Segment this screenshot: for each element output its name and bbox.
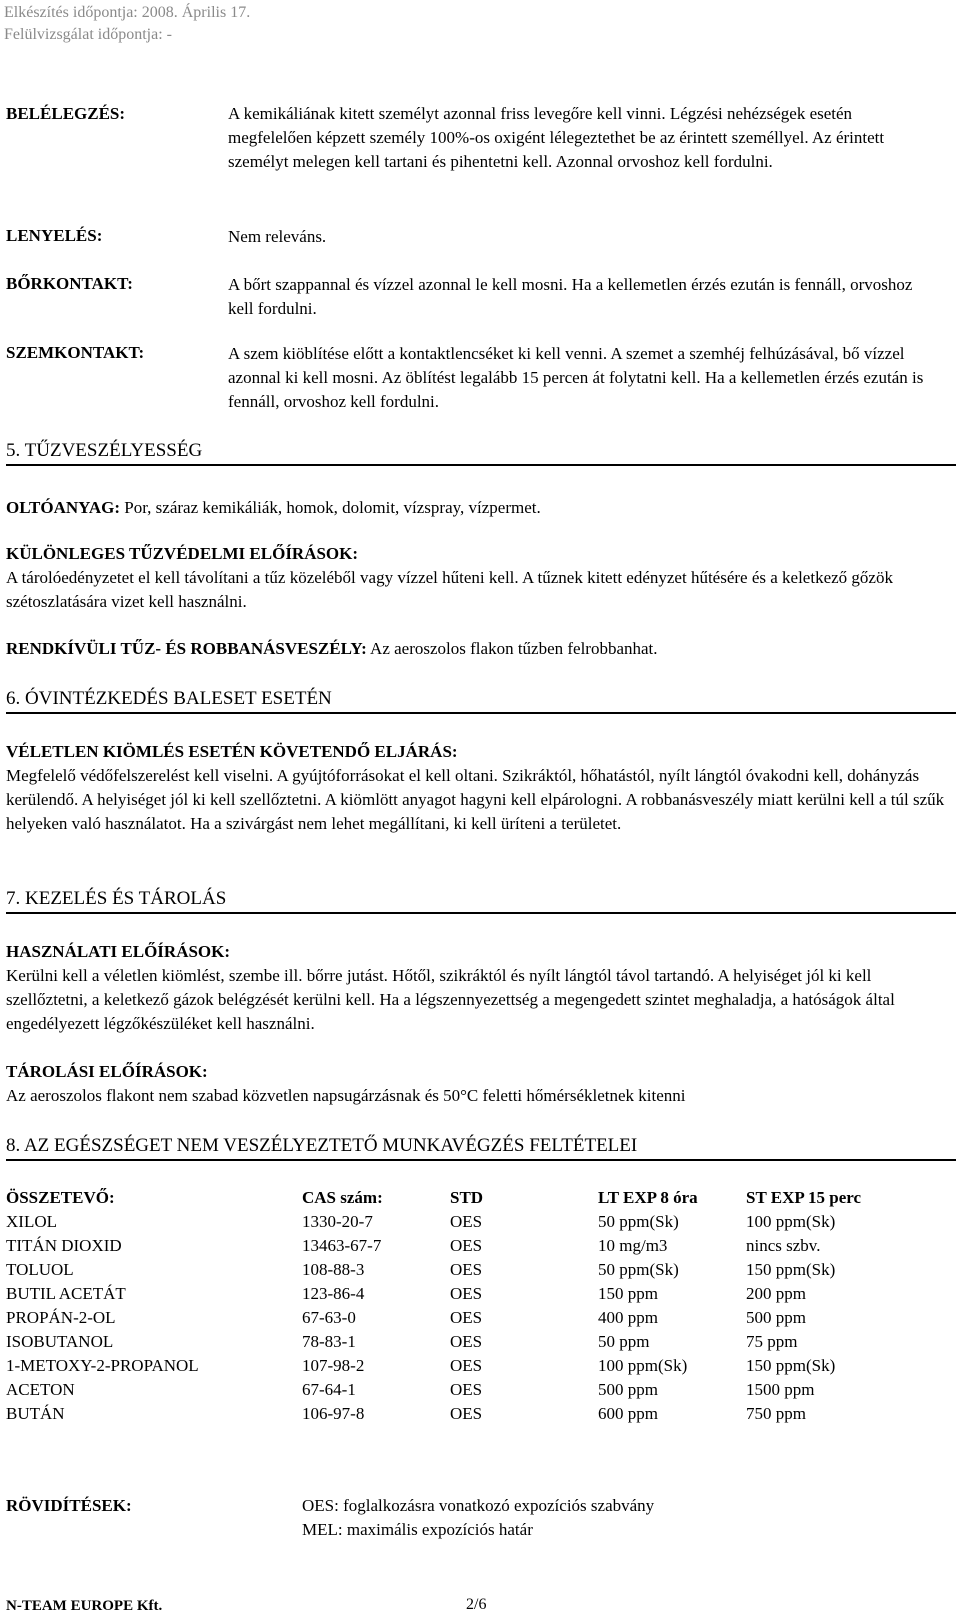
table-header-row — [6, 1188, 956, 1212]
section-8-title: 8. AZ EGÉSZSÉGET NEM VESZÉLYEZTETŐ MUNKAVÉGZÉS FELTÉTELEI — [6, 1135, 956, 1161]
table-row — [6, 1356, 956, 1380]
table-cell: 50 ppm(Sk) — [598, 1260, 679, 1279]
table-cell: 123-86-4 — [302, 1284, 365, 1303]
table-cell: 108-88-3 — [302, 1260, 365, 1279]
table-cell: 100 ppm(Sk) — [746, 1212, 836, 1231]
fire-hazard-text: Az aeroszolos flakon tűzben felrobbanhat. — [366, 639, 658, 658]
table-cell: 150 ppm(Sk) — [746, 1260, 836, 1279]
table-cell: BUTIL ACETÁT — [6, 1284, 126, 1303]
extinguisher-label: OLTÓANYAG: — [6, 498, 120, 517]
table-row — [6, 1332, 956, 1356]
fire-hazard-label: RENDKÍVÜLI TŰZ- ÉS ROBBANÁSVESZÉLY: — [6, 639, 367, 658]
usage-label: HASZNÁLATI ELŐÍRÁSOK: — [6, 942, 231, 961]
table-cell: OES — [450, 1380, 483, 1399]
ingestion-text: Nem releváns. — [228, 227, 327, 246]
table-cell: 13463-67-7 — [302, 1236, 382, 1255]
table-cell: 67-63-0 — [302, 1308, 356, 1327]
table-cell: 67-64-1 — [302, 1380, 356, 1399]
table-cell: 1500 ppm — [746, 1380, 815, 1399]
table-cell: 500 ppm — [598, 1380, 658, 1399]
column-header: CAS szám: — [302, 1188, 383, 1207]
table-cell: 500 ppm — [746, 1308, 806, 1327]
abbreviation-mel: MEL: maximális expozíciós határ — [302, 1520, 533, 1539]
table-cell: OES — [450, 1404, 483, 1423]
fire-hazard-paragraph — [6, 637, 951, 661]
extinguisher-text: Por, száraz kemikáliák, homok, dolomit, vízspray, vízpermet. — [120, 498, 541, 517]
table-cell: 50 ppm — [598, 1332, 650, 1351]
table-row — [6, 1260, 956, 1284]
section-5-title: 5. TŰZVESZÉLYESSÉG — [6, 440, 956, 466]
table-cell: ISOBUTANOL — [6, 1332, 114, 1351]
table-cell: XILOL — [6, 1212, 57, 1231]
spill-text: Megfelelő védőfelszerelést kell viselni. A gyújtóforrásokat el kell oltani. Szikráktól, hőhatástól, nyílt lángtól óvakodni kell, dohányzás kerülendő. A helyiséget jól ki kell szellőztetni. A kiömlött anyagot hagyni kell elpárologni. A robbanásveszély miatt kerülni kell a túl szűk helyeken való használatot. Ha a szivárgást nem lehet megállítani, ki kell üríteni a területet. — [6, 766, 945, 833]
storage-label: TÁROLÁSI ELŐÍRÁSOK: — [6, 1062, 208, 1081]
table-row — [6, 1212, 956, 1236]
special-fire-label: KÜLÖNLEGES TŰZVÉDELMI ELŐÍRÁSOK: — [6, 544, 359, 563]
table-row — [6, 1236, 956, 1260]
eye-contact-text: A szem kiöblítése előtt a kontaktlencséket ki kell venni. A szemet a szemhéj felhúzásával, bő vízzel azonnal ki kell mosni. Az öblítést legalább 15 percen át folytatni kell. Ha a kellemetlen érzés ezután is fennáll, orvoshoz kell fordulni. — [228, 344, 924, 411]
column-header: ST EXP 15 perc — [746, 1188, 862, 1207]
storage-text: Az aeroszolos flakont nem szabad közvetlen napsugárzásnak és 50°C feletti hőmérsékletnek kitenni — [6, 1086, 686, 1105]
table-cell: TOLUOL — [6, 1260, 74, 1279]
column-header: LT EXP 8 óra — [598, 1188, 698, 1207]
table-cell: 400 ppm — [598, 1308, 658, 1327]
table-cell: OES — [450, 1356, 483, 1375]
table-cell: 750 ppm — [746, 1404, 806, 1423]
table-cell: ACETON — [6, 1380, 75, 1399]
table-cell: 50 ppm(Sk) — [598, 1212, 679, 1231]
table-cell: 600 ppm — [598, 1404, 658, 1423]
company-name: N-TEAM EUROPE Kft. — [6, 1598, 163, 1614]
table-row — [6, 1404, 956, 1428]
section-7-title: 7. KEZELÉS ÉS TÁROLÁS — [6, 888, 956, 914]
table-cell: 75 ppm — [746, 1332, 798, 1351]
table-cell: TITÁN DIOXID — [6, 1236, 122, 1255]
table-cell: 150 ppm(Sk) — [746, 1356, 836, 1375]
table-row — [6, 1284, 956, 1308]
inhalation-label: BELÉLEGZÉS: — [6, 104, 126, 123]
table-cell: OES — [450, 1284, 483, 1303]
usage-text: Kerülni kell a véletlen kiömlést, szembe ill. bőrre jutást. Hőtől, szikráktól és nyílt lángtól távol tartandó. A helyiséget jól ki kell szellőztetni, a keletkező gázok belégzését kerülni kell. Ha a légszennyezettség a megengedett szintet meghaladja, a hatóságok által engedélyezett légzőkészüléket kell használni. — [6, 966, 895, 1033]
table-cell: OES — [450, 1212, 483, 1231]
abbreviation-oes: OES: foglalkozásra vonatkozó expozíciós szabvány — [302, 1496, 655, 1515]
revision-date: Felülvizsgálat időpontja: - — [4, 26, 172, 43]
creation-date: Elkészítés időpontja: 2008. Április 17. — [4, 4, 251, 21]
table-row — [6, 1308, 956, 1332]
table-cell: OES — [450, 1236, 483, 1255]
table-cell: OES — [450, 1308, 483, 1327]
skin-contact-text: A bőrt szappannal és vízzel azonnal le kell mosni. Ha a kellemetlen érzés ezután is fennáll, orvoshoz kell fordulni. — [228, 275, 913, 318]
ingestion-label: LENYELÉS: — [6, 226, 103, 245]
table-cell: 100 ppm(Sk) — [598, 1356, 688, 1375]
spill-label: VÉLETLEN KIÖMLÉS ESETÉN KÖVETENDŐ ELJÁRÁS: — [6, 742, 458, 761]
table-cell: 150 ppm — [598, 1284, 658, 1303]
table-cell: 1-METOXY-2-PROPANOL — [6, 1356, 199, 1375]
table-cell: 10 mg/m3 — [598, 1236, 668, 1255]
eye-contact-label: SZEMKONTAKT: — [6, 343, 145, 362]
table-cell: 107-98-2 — [302, 1356, 365, 1375]
page-number: 2/6 — [466, 1596, 487, 1613]
table-cell: BUTÁN — [6, 1404, 65, 1423]
table-cell: 78-83-1 — [302, 1332, 356, 1351]
table-cell: PROPÁN-2-OL — [6, 1308, 116, 1327]
skin-contact-label: BŐRKONTAKT: — [6, 274, 133, 293]
table-cell: nincs szbv. — [746, 1236, 821, 1255]
table-row — [6, 1380, 956, 1404]
column-header: STD — [450, 1188, 484, 1207]
special-fire-text: A tárolóedényzetet el kell távolítani a tűz közeléből vagy vízzel hűteni kell. A tűznek kitett edényzet hűtésére és a keletkező gőzök szétoszlatására vizet kell használni. — [6, 568, 893, 611]
inhalation-text: A kemikáliának kitett személyt azonnal friss levegőre kell vinni. Légzési nehézségek esetén megfelelően képzett személy 100%-os oxigént lélegeztethet be az érintett személlyel. Az érintett személyt melegen kell tartani és pihentetni kell. Azonnal orvoshoz kell fordulni. — [228, 104, 885, 171]
table-cell: OES — [450, 1332, 483, 1351]
table-cell: 106-97-8 — [302, 1404, 365, 1423]
table-cell: 200 ppm — [746, 1284, 806, 1303]
table-cell: OES — [450, 1260, 483, 1279]
section-6-title: 6. ÓVINTÉZKEDÉS BALESET ESETÉN — [6, 688, 956, 714]
table-cell: 1330-20-7 — [302, 1212, 373, 1231]
abbreviations-label: RÖVIDÍTÉSEK: — [6, 1496, 132, 1515]
column-header: ÖSSZETEVŐ: — [6, 1188, 115, 1207]
extinguisher-paragraph — [6, 496, 951, 520]
